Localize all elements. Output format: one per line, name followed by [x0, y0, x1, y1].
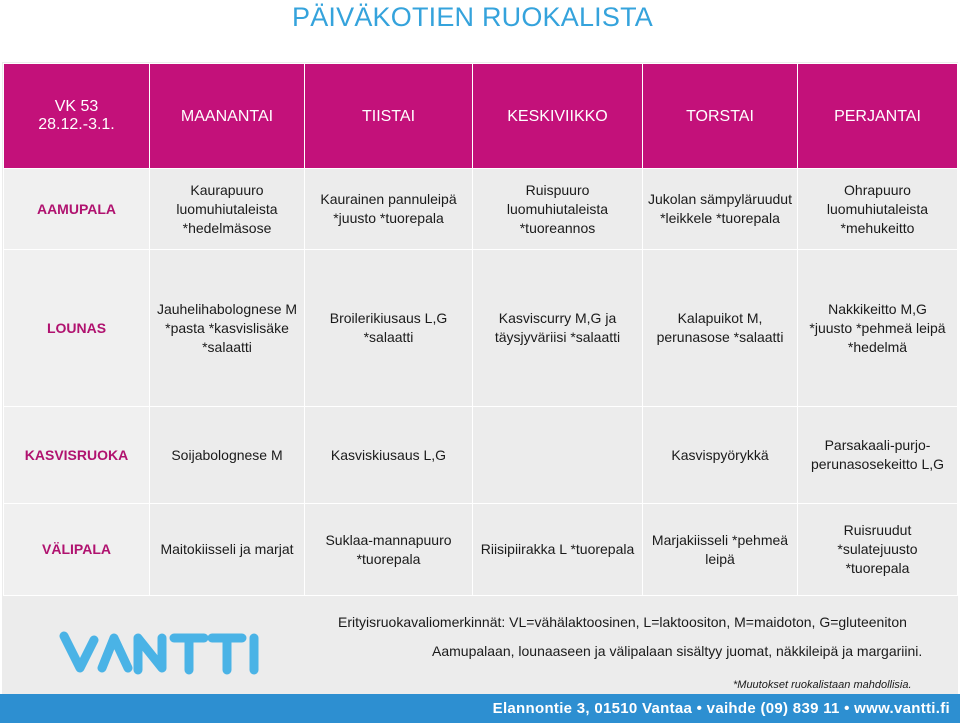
row-valipala [4, 504, 958, 596]
header-row [4, 64, 958, 169]
menu-cell [798, 407, 958, 504]
week-number: VK 53 [54, 98, 99, 115]
row-kasvisruoka [4, 407, 958, 504]
menu-item-line: *salaatti [202, 338, 252, 355]
menu-item-line: luomuhiutaleista [826, 200, 929, 217]
diet-legend: Erityisruokavaliomerkinnät: VL=vähälaktoosinen, L=laktoositon, M=maidoton, G=gluteeniton [338, 614, 907, 630]
menu-item-line: *juusto *pehmeä leipä [809, 319, 946, 336]
menu-item-line: Ohrapuuro [844, 181, 911, 198]
menu-item-line: Nakkikeitto M,G [828, 300, 927, 317]
contact-info: Elannontie 3, 01510 Vantaa • vaihde (09) 839 11 • www.vantti.fi [492, 700, 950, 717]
row-label-lounas: LOUNAS [4, 250, 150, 407]
day-tuesday: TIISTAI [305, 64, 473, 169]
menu-item-line: Ruispuuro [525, 181, 590, 198]
menu-item-line: Marjakiisseli *pehmeä [651, 531, 789, 548]
menu-item-line: luomuhiutaleista [506, 200, 609, 217]
menu-item-line: perunasosekeitto L,G [810, 456, 945, 472]
menu-cell [305, 169, 473, 250]
menu-cell [643, 504, 798, 596]
menu-item-line: Kasviscurry M,G ja [498, 310, 617, 326]
menu-item-line: *mehukeitto [840, 219, 915, 236]
day-monday: MAANANTAI [150, 64, 305, 169]
menu-item-line: Parsakaali-purjo- [824, 437, 931, 453]
menu-item-line: *hedelmäsose [182, 219, 272, 236]
menu-item-line: *salaatti [363, 329, 414, 345]
day-wednesday: KESKIVIIKKO [473, 64, 643, 169]
menu-item-line: *tuoreannos [519, 219, 596, 236]
menu-cell [305, 407, 473, 504]
menu-item-line: Jauhelihabolognese M [156, 300, 298, 317]
changes-note: *Muutokset ruokalistaan mahdollisia. [733, 679, 912, 691]
menu-cell [798, 504, 958, 596]
menu-cell [643, 407, 798, 504]
menu-cell [473, 250, 643, 407]
week-label [4, 64, 150, 169]
menu-item-line: Kaurainen pannuleipä [320, 191, 457, 207]
menu-cell [150, 504, 305, 596]
menu-item-line: *tuorepala [845, 560, 910, 576]
menu-item-line: Suklaa-mannapuuro [325, 531, 452, 548]
week-dates: 28.12.-3.1. [38, 116, 115, 133]
menu-cell [473, 504, 643, 596]
menu-cell [150, 407, 305, 504]
menu-table [3, 63, 958, 596]
menu-item-line: *tuorepala [356, 550, 421, 567]
menu-item-line: täysjyväriisi *salaatti [494, 329, 621, 345]
row-lounas [4, 250, 958, 407]
day-friday: PERJANTAI [798, 64, 958, 169]
menu-cell [798, 169, 958, 250]
menu-item-line: Kasviskiusaus L,G [330, 446, 447, 463]
menu-cell [150, 169, 305, 250]
menu-item-line: Kasvispyörykkä [671, 446, 769, 463]
menu-cell [473, 169, 643, 250]
included-note: Aamupalaan, lounaaseen ja välipalaan sisältyy juomat, näkkileipä ja margariini. [432, 643, 923, 659]
menu-item-line: Maitokiisseli ja marjat [160, 541, 294, 557]
menu-cell [305, 504, 473, 596]
menu-item-line: Ruisruudut [843, 522, 912, 538]
menu-cell-empty [473, 407, 643, 504]
menu-item-line: Kaurapuuro [190, 181, 264, 198]
menu-item-line: Riisipiirakka L *tuorepala [480, 541, 635, 557]
menu-item-line: luomuhiutaleista [176, 200, 278, 217]
row-aamupala [4, 169, 958, 250]
menu-item-line: Soijabolognese M [171, 446, 283, 463]
vantti-logo [58, 628, 263, 676]
row-label-kasvisruoka: KASVISRUOKA [4, 407, 150, 504]
menu-cell [305, 250, 473, 407]
menu-cell [150, 250, 305, 407]
row-label-aamupala: AAMUPALA [4, 169, 150, 250]
page-title: PÄIVÄKOTIEN RUOKALISTA [292, 2, 653, 32]
menu-item-line: *sulatejuusto [837, 541, 918, 557]
menu-item-line: *hedelmä [847, 338, 908, 355]
menu-item-line: *leikkele *tuorepala [660, 210, 780, 226]
menu-item-line: leipä [705, 550, 735, 567]
menu-item-line: *pasta *kasvislisäke [165, 319, 289, 336]
menu-item-line: *juusto *tuorepala [333, 210, 444, 226]
menu-cell [643, 250, 798, 407]
menu-item-line: Kalapuikot M, [677, 310, 763, 326]
menu-item-line: Jukolan sämpyläruudut [648, 191, 792, 207]
menu-cell [798, 250, 958, 407]
day-thursday: TORSTAI [643, 64, 798, 169]
menu-item-line: Broilerikiusaus L,G [329, 310, 448, 326]
menu-cell [643, 169, 798, 250]
menu-item-line: perunasose *salaatti [656, 329, 784, 345]
row-label-valipala: VÄLIPALA [4, 504, 150, 596]
